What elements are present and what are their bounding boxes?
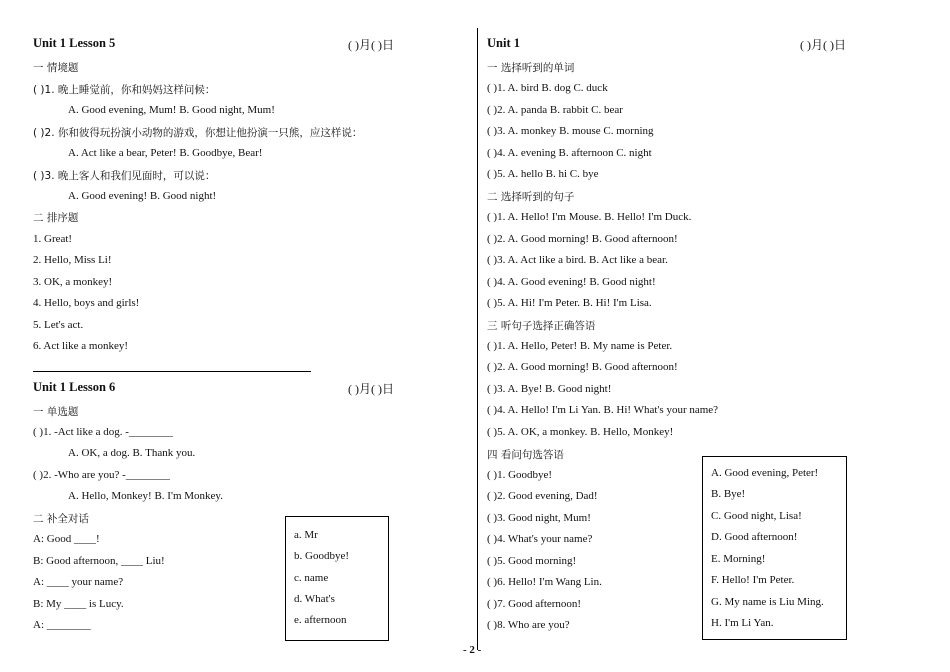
order-item: 6. Act like a monkey! [33,340,129,352]
answer-bank-item: F. Hello! I'm Peter. [711,574,795,586]
word-choice-item: ( )5. A. hello B. hi C. bye [487,168,599,180]
lesson6-section-2: 二 补全对话 [33,513,89,525]
order-item: 4. Hello, boys and girls! [33,297,140,309]
dialog-line: A: ________ [33,619,91,631]
word-choice-item: ( )3. A. monkey B. mouse C. morning [487,125,654,137]
sentence-choice-item: ( )4. A. Good evening! B. Good night! [487,276,656,288]
answer-bank-item: D. Good afternoon! [711,531,798,543]
right-section-4: 四 看问句选答语 [487,449,564,461]
lesson5-question-2-options: A. Act like a bear, Peter! B. Goodbye, Bear! [68,147,263,159]
answer-bank-item: C. Good night, Lisa! [711,510,802,522]
sentence-choice-item: ( )3. A. Act like a bird. B. Act like a bear. [487,254,668,266]
column-divider [477,28,478,650]
word-choice-item: ( )2. A. panda B. rabbit C. bear [487,104,623,116]
lesson6-title: Unit 1 Lesson 6 [33,380,116,394]
word-bank-item: a. Mr [294,529,318,541]
word-bank-item: c. name [294,572,329,584]
answer-choice-item: ( )4. A. Hello! I'm Li Yan. B. Hi! What's your name? [487,404,719,416]
sentence-choice-item: ( )5. A. Hi! I'm Peter. B. Hi! I'm Lisa. [487,297,652,309]
lesson5-section-1: 一 情境题 [33,62,79,74]
lesson5-date: ( )月( )日 [348,38,394,52]
lesson5-question-1-options: A. Good evening, Mum! B. Good night, Mum! [68,104,275,116]
order-item: 5. Let's act. [33,319,84,331]
word-bank-item: b. Goodbye! [294,550,349,562]
lesson5-section-2: 二 排序题 [33,212,79,224]
answer-bank-item: A. Good evening, Peter! [711,467,819,479]
answer-choice-item: ( )2. A. Good morning! B. Good afternoon! [487,361,678,373]
dialog-line: A: Good ____! [33,533,100,545]
unit-title: Unit 1 [487,36,520,50]
word-bank-item: e. afternoon [294,614,347,626]
lesson6-section-1: 一 单选题 [33,406,79,418]
word-choice-item: ( )4. A. evening B. afternoon C. night [487,147,652,159]
word-bank-item: d. What's [294,593,335,605]
answer-bank-item: E. Morning! [711,553,766,565]
question-item: ( )8. Who are you? [487,619,570,631]
sentence-choice-item: ( )1. A. Hello! I'm Mouse. B. Hello! I'm Duck. [487,211,692,223]
question-item: ( )1. Goodbye! [487,469,553,481]
answer-bank-box [702,456,847,640]
question-item: ( )5. Good morning! [487,555,577,567]
lesson6-question-1-options: A. OK, a dog. B. Thank you. [68,447,196,459]
dialog-line: B: Good afternoon, ____ Liu! [33,555,165,567]
lesson6-question-2-options: A. Hello, Monkey! B. I'm Monkey. [68,490,223,502]
lesson6-question-2: ( )2. -Who are you? -________ [33,469,170,481]
question-item: ( )6. Hello! I'm Wang Lin. [487,576,602,588]
lesson5-title: Unit 1 Lesson 5 [33,36,116,50]
right-section-3: 三 听句子选择正确答语 [487,320,596,332]
answer-choice-item: ( )5. A. OK, a monkey. B. Hello, Monkey! [487,426,674,438]
question-item: ( )2. Good evening, Dad! [487,490,598,502]
right-section-1: 一 选择听到的单词 [487,62,575,74]
unit-date: ( )月( )日 [800,38,846,52]
lesson5-question-1: ( )1. 晚上睡觉前，你和妈妈这样问候： [33,84,216,96]
question-item: ( )4. What's your name? [487,533,593,545]
lesson6-question-1: ( )1. -Act like a dog. -________ [33,426,173,438]
question-item: ( )3. Good night, Mum! [487,512,591,524]
right-section-2: 二 选择听到的句子 [487,191,575,203]
dialog-line: B: My ____ is Lucy. [33,598,124,610]
sentence-choice-item: ( )2. A. Good morning! B. Good afternoon! [487,233,678,245]
answer-choice-item: ( )3. A. Bye! B. Good night! [487,383,612,395]
lesson5-question-3-options: A. Good evening! B. Good night! [68,190,217,202]
word-choice-item: ( )1. A. bird B. dog C. duck [487,82,608,94]
lesson6-date: ( )月( )日 [348,382,394,396]
dialog-line: A: ____ your name? [33,576,124,588]
answer-bank-item: G. My name is Liu Ming. [711,596,824,608]
page-number: - 2 - [463,644,482,656]
lesson5-question-3: ( )3. 晚上客人和我们见面时，可以说： [33,170,216,182]
answer-choice-item: ( )1. A. Hello, Peter! B. My name is Peter. [487,340,673,352]
question-item: ( )7. Good afternoon! [487,598,582,610]
answer-bank-item: H. I'm Li Yan. [711,617,774,629]
lesson5-question-2: ( )2. 你和彼得玩扮演小动物的游戏，你想让他扮演一只熊，应这样说： [33,127,363,139]
order-item: 2. Hello, Miss Li! [33,254,112,266]
section-divider-line [33,371,311,372]
answer-bank-item: B. Bye! [711,488,746,500]
order-item: 3. OK, a monkey! [33,276,113,288]
order-item: 1. Great! [33,233,73,245]
